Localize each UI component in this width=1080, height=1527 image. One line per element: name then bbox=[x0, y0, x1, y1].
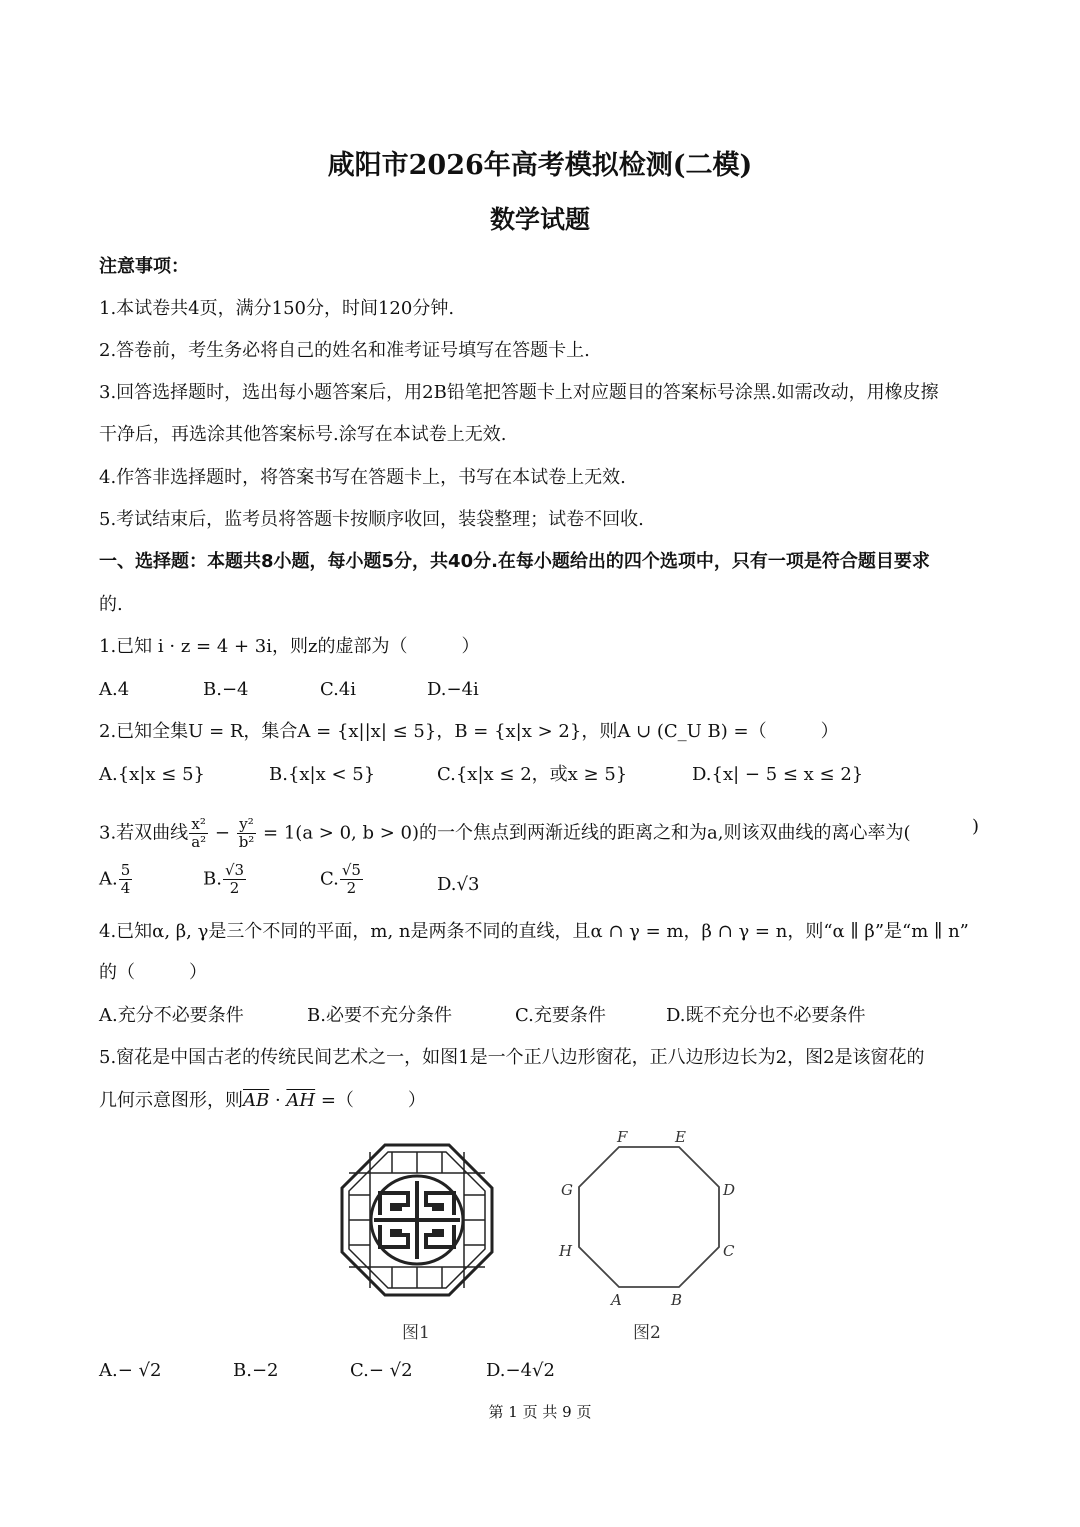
q5-option-c: C.− √2 bbox=[350, 1360, 413, 1381]
vertex-label-e: E bbox=[675, 1128, 686, 1146]
q3-suffix: = 1(a > 0, b > 0)的一个焦点到两渐近线的距离之和为a,则该双曲线的离心率为( bbox=[257, 822, 911, 844]
notice-item: 5.考试结束后，监考员将答题卡按顺序收回，装袋整理；试卷不回收. bbox=[99, 509, 644, 530]
vertex-label-c: C bbox=[723, 1242, 735, 1260]
vertex-label-a: A bbox=[611, 1291, 622, 1309]
question-5-stem: 5.窗花是中国古老的传统民间艺术之一，如图1是一个正八边形窗花，正八边形边长为2，图2是该窗花的 bbox=[99, 1047, 925, 1068]
q3-frac-y: $\frac{\text{y²}}{\text{b²}}$ bbox=[238, 815, 255, 851]
figure-2-label: 图2 bbox=[633, 1323, 661, 1343]
q1-option-d: D.−4i bbox=[427, 679, 479, 700]
q5-option-b: B.−2 bbox=[233, 1360, 279, 1381]
question-4-stem: 4.已知α, β, γ是三个不同的平面，m, n是两条不同的直线，且α ∩ γ = m，β ∩ γ = n，则“α ∥ β”是“m ∥ n” bbox=[99, 921, 969, 942]
q3-option-d: D.√3 bbox=[437, 874, 480, 895]
q2-option-a: A.{x|x ≤ 5} bbox=[99, 764, 205, 785]
notice-item: 4.作答非选择题时，将答案书写在答题卡上，书写在本试卷上无效. bbox=[99, 467, 626, 488]
q3-prefix: 3.若双曲线 bbox=[99, 822, 189, 844]
figure-1-label: 图1 bbox=[402, 1323, 430, 1343]
q3-frac-x: $\frac{\text{x²}}{\text{a²}}$ bbox=[191, 815, 207, 851]
q3-option-a: A. $\frac{5}{4}$ bbox=[99, 861, 131, 897]
vertex-label-f: F bbox=[617, 1128, 628, 1146]
vertex-label-g: G bbox=[561, 1181, 573, 1199]
question-2-stem: 2.已知全集U = R，集合A = {x||x| ≤ 5}，B = {x|x > 2}，则A ∪ (C_U B) =（ ） bbox=[99, 721, 839, 742]
question-5-stem-cont: 几何示意图形，则$\overline{AB} \cdot \overline{AH}$ =（ ） bbox=[99, 1090, 426, 1111]
page-subtitle: 数学试题 bbox=[489, 205, 590, 234]
page-title: 咸阳市2026年高考模拟检测(二模) bbox=[327, 150, 753, 181]
q3-option-b: B. $\frac{√3}{2}$ bbox=[203, 861, 245, 897]
question-3-stem: 3.若双曲线 $\frac{\text{x²}}{\text{a²}}$ − $\frac{\text{y²}}{\text{b²}}$ = 1(a > 0, b > 0)的一个焦点到两渐近线的距离之和为a,则该双曲线的离心率为( bbox=[99, 815, 911, 851]
q3-close-paren: ) bbox=[972, 816, 980, 837]
q5-option-a: A.− √2 bbox=[99, 1360, 162, 1381]
figure-2-octagon bbox=[555, 1125, 745, 1315]
q2-option-d: D.{x| − 5 ≤ x ≤ 2} bbox=[692, 764, 864, 785]
vertex-label-h: H bbox=[559, 1242, 573, 1260]
section-heading: 一、选择题：本题共8小题，每小题5分，共40分.在每小题给出的四个选项中，只有一项是符合题目要求 bbox=[99, 551, 930, 572]
q2-option-c: C.{x|x ≤ 2，或x ≥ 5} bbox=[437, 764, 628, 785]
q4-option-b: B.必要不充分条件 bbox=[307, 1005, 452, 1026]
vertex-label-d: D bbox=[723, 1181, 736, 1199]
page-footer: 第 1 页 共 9 页 bbox=[488, 1403, 592, 1421]
notice-heading: 注意事项： bbox=[99, 256, 189, 277]
q2-option-b: B.{x|x < 5} bbox=[269, 764, 376, 785]
q3-option-c: C. $\frac{√5}{2}$ bbox=[320, 861, 361, 897]
notice-item: 2.答卷前，考生务必将自己的姓名和准考证号填写在答题卡上. bbox=[99, 340, 590, 361]
figure-1-window-lattice bbox=[340, 1143, 494, 1297]
q1-option-c: C.4i bbox=[320, 679, 357, 700]
notice-item: 3.回答选择题时，选出每小题答案后，用2B铅笔把答题卡上对应题目的答案标号涂黑.如需改动，用橡皮擦 bbox=[99, 382, 939, 403]
question-4-stem-cont: 的（ ） bbox=[99, 962, 207, 983]
vertex-label-b: B bbox=[671, 1291, 683, 1309]
q1-option-b: B.−4 bbox=[203, 679, 249, 700]
question-1-stem: 1.已知 i · z = 4 + 3i，则z的虚部为（ ） bbox=[99, 636, 480, 657]
q5-option-d: D.−4√2 bbox=[486, 1360, 555, 1381]
notice-item: 1.本试卷共4页，满分150分，时间120分钟. bbox=[99, 298, 455, 319]
section-heading-cont: 的. bbox=[99, 594, 123, 615]
q4-option-a: A.充分不必要条件 bbox=[99, 1005, 244, 1026]
notice-item: 干净后，再选涂其他答案标号.涂写在本试卷上无效. bbox=[99, 424, 507, 445]
q4-option-d: D.既不充分也不必要条件 bbox=[666, 1005, 866, 1026]
q1-option-a: A.4 bbox=[99, 679, 130, 700]
q4-option-c: C.充要条件 bbox=[515, 1005, 606, 1026]
